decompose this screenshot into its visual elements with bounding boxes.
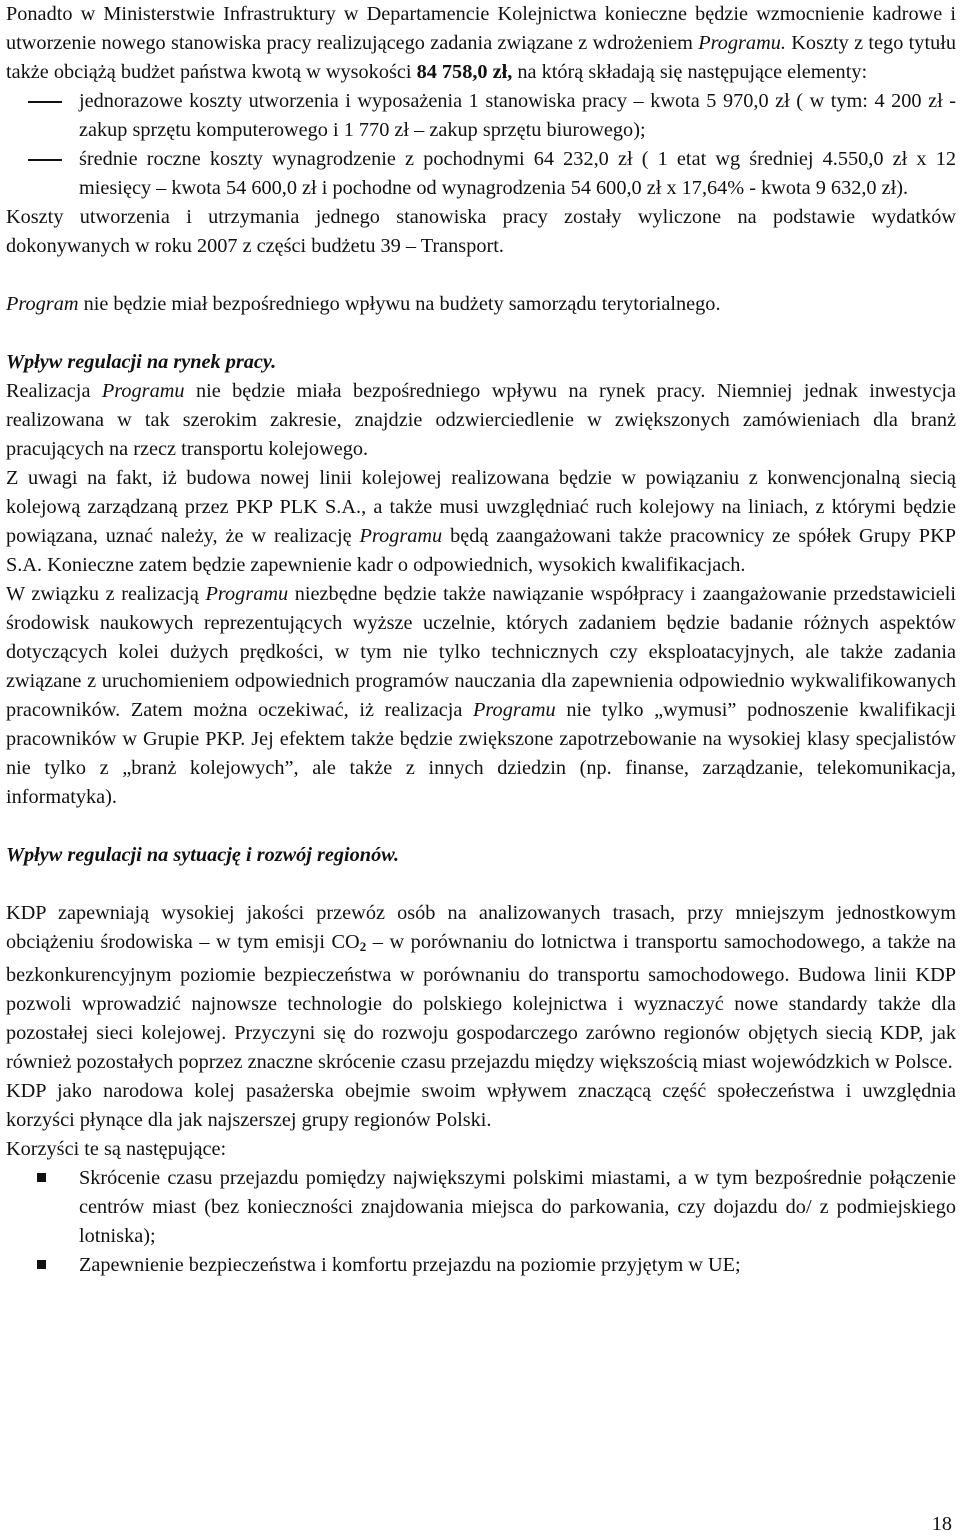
cost-item	[6, 145, 956, 203]
costs-basis-paragraph: Koszty utworzenia i utrzymania jednego stanowiska pracy zostały wyliczone na podstawie wydatków dokonywanych w roku 2007 z części budżetu 39 – Transport.	[6, 206, 956, 257]
labor-p1-text-b: nie będzie miała bezpośredniego wpływu na rynek pracy. Niemniej jednak inwestycja realizowana w tak szerokim zakresie, znajdzie odzwierciedlenie w zwiększonych zamówieniach dla branż pracujących na rzecz transportu kolejowego.	[6, 380, 956, 460]
cost-item-text: średnie roczne koszty wynagrodzenie z pochodnymi 64 232,0 zł ( 1 etat wg średniej 4.550,0 zł x 12 miesięcy – kwota 54 600,0 zł i pochodne od wynagrodzenia 54 600,0 zł x 17,64% - kwota 9 632,0 zł).	[79, 148, 956, 199]
cost-items-list	[6, 87, 956, 203]
labor-market-heading: Wpływ regulacji na rynek pracy.	[6, 351, 277, 373]
labor-paragraph-1	[6, 377, 956, 464]
local-government-paragraph	[6, 290, 956, 319]
benefits-list	[6, 1164, 956, 1280]
intro-text-3: na którą składają się następujące elementy:	[512, 61, 868, 83]
regions-paragraph-3: Korzyści te są następujące:	[6, 1138, 227, 1160]
intro-program-emphasis: Programu.	[698, 32, 786, 54]
labor-p3-text-a: W związku z realizacją	[6, 583, 206, 605]
regions-paragraph-2: KDP jako narodowa kolej pasażerska obejmie swoim wpływem znaczącą część społeczeństwa i uwzględnia korzyści płynące dla jak najszerszej grupy regionów Polski.	[6, 1080, 956, 1131]
intro-paragraph	[6, 0, 956, 87]
regions-paragraph-1	[6, 899, 956, 1077]
cost-item-text: jednorazowe koszty utworzenia i wyposażenia 1 stanowiska pracy – kwota 5 970,0 zł ( w tym: 4 200 zł - zakup sprzętu komputerowego i 1 770 zł – zakup sprzętu biurowego);	[79, 90, 956, 141]
local-government-text: nie będzie miał bezpośredniego wpływu na budżety samorządu terytorialnego.	[78, 293, 721, 315]
regions-heading: Wpływ regulacji na sytuację i rozwój regionów.	[6, 844, 400, 866]
benefit-text: Skrócenie czasu przejazdu pomiędzy największymi polskimi miastami, a w tym bezpośrednie połączenie centrów miast (bez konieczności znajdowania miejsca do parkowania, czy dojazdu do/ z podmiejskiego lotniska);	[79, 1167, 956, 1247]
spacer	[6, 261, 956, 290]
labor-p1-text-a: Realizacja	[6, 380, 102, 402]
dash-bullet-icon	[28, 101, 62, 103]
program-emphasis: Programu	[205, 583, 289, 605]
benefit-item	[6, 1251, 956, 1280]
spacer	[6, 870, 956, 899]
labor-p2-text-a: Z uwagi na fakt, iż budowa nowej linii kolejowej realizowana będzie w powiązaniu z konwencjonalną siecią kolejową zarządzaną przez PKP PLK S.A., a także musi uwzględniać ruch kolejowy na liniach, z którymi będzie powiązana, uznać należy, że w realizację	[6, 467, 956, 547]
program-emphasis: Programu	[473, 699, 556, 721]
program-emphasis: Programu	[101, 380, 185, 402]
page-number: 18	[931, 1513, 952, 1535]
dash-bullet-icon	[28, 159, 62, 161]
benefit-item	[6, 1164, 956, 1251]
program-emphasis: Programu	[359, 525, 443, 547]
regions-p1-text-a: KDP zapewniają wysokiej jakości przewóz osób na analizowanych trasach, przy mniejszym jednostkowym obciążeniu środowiska – w tym emisji CO	[6, 902, 956, 953]
square-bullet-icon	[37, 1260, 46, 1269]
spacer	[6, 319, 956, 348]
cost-item	[6, 87, 956, 145]
program-emphasis: Program	[6, 293, 79, 315]
co2-subscript: 2	[359, 939, 367, 954]
labor-p3-text-b: niezbędne będzie także nawiązanie współpracy i zaangażowanie przedstawicieli środowisk naukowych reprezentujących wyższe uczelnie, których zadaniem będzie badanie różnych aspektów dotyczących kolei dużych prędkości, w tym nie tylko technicznych czy eksploatacyjnych, ale także zadania związane z uruchomieniem odpowiednich programów nauczania dla zapewnienia odpowiednio wykwalifikowanych pracowników. Zatem można oczekiwać, iż realizacja	[6, 583, 957, 721]
document-page	[6, 0, 956, 1280]
square-bullet-icon	[37, 1173, 46, 1182]
intro-text-2: Koszty z tego tytułu także obciążą budżet państwa kwotą w wysokości	[6, 32, 957, 83]
intro-text-1: Ponadto w Ministerstwie Infrastruktury w Departamencie Kolejnictwa konieczne będzie wzmocnienie kadrowe i utworzenie nowego stanowiska pracy realizującego zadania związane z wdrożeniem	[6, 3, 956, 54]
labor-paragraph-2	[6, 464, 956, 580]
spacer	[6, 812, 956, 841]
labor-paragraph-3	[6, 580, 956, 812]
benefit-text: Zapewnienie bezpieczeństwa i komfortu przejazdu na poziomie przyjętym w UE;	[79, 1254, 741, 1276]
regions-p1-text-b: – w porównaniu do lotnictwa i transportu samochodowego, a także na bezkonkurencyjnym poziomie bezpieczeństwa w porównaniu do transportu samochodowego. Budowa linii KDP pozwoli wprowadzić najnowsze technologie do polskiego kolejnictwa i wyznaczyć nowe standardy także dla pozostałej sieci kolejowej. Przyczyni się do rozwoju gospodarczego zarówno regionów objętych siecią KDP, jak również pozostałych poprzez znaczne skrócenie czasu przejazdu między większością miast wojewódzkich w Polsce.	[6, 931, 956, 1073]
labor-p2-text-b: będą zaangażowani także pracownicy ze spółek Grupy PKP S.A. Konieczne zatem będzie zapewnienie kadr o odpowiednich, wysokich kwalifikacjach.	[6, 525, 956, 576]
labor-p3-text-c: nie tylko „wymusi” podnoszenie kwalifikacji pracowników w Grupie PKP. Jej efektem także będzie zwiększone zapotrzebowanie na wysokiej klasy specjalistów nie tylko z „branż kolejowych”, ale także z innych dziedzin (np. finanse, zarządzanie, telekomunikacja, informatyka).	[6, 699, 957, 808]
intro-total-amount: 84 758,0 zł,	[416, 61, 513, 83]
